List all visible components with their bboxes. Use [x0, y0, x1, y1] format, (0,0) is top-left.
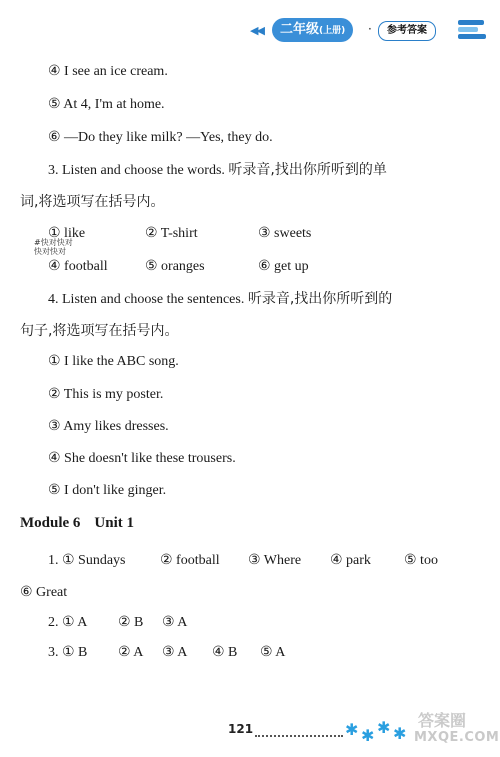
page-header — [250, 18, 490, 48]
q4-chinese-b: 句子,将选项写在括号内。 — [20, 323, 179, 339]
q4-item-5: ⑤ I don't like ginger. — [48, 483, 167, 498]
star-icon: ✱ — [377, 718, 391, 737]
a3-item-4: ④ B — [212, 645, 238, 660]
a1-item-6: ⑥ Great — [20, 585, 68, 600]
q4-item-2: ② This is my poster. — [48, 387, 164, 402]
watermark-line-1: 答案圈 — [418, 711, 467, 730]
books-icon — [458, 18, 488, 44]
q4-instruction — [48, 290, 392, 309]
page-number: 121 — [228, 722, 254, 736]
module-label: Module 6 — [20, 515, 81, 531]
q3-option-4: ④ football — [48, 259, 108, 274]
stamp-line-1: #快对快对 — [34, 238, 73, 247]
a2-item-1: 2. ① A — [48, 615, 88, 630]
a3-item-3: ③ A — [162, 645, 188, 660]
q4-english: 4. Listen and choose the sentences. — [48, 292, 245, 307]
a1-item-4: ④ park — [330, 553, 371, 568]
a3-item-2: ② A — [118, 645, 144, 660]
q3-option-2: ② T-shirt — [145, 226, 198, 241]
a2-item-2: ② B — [118, 615, 144, 630]
grade-label: 二年级 — [280, 22, 320, 37]
q4-item-4: ④ She doesn't like these trousers. — [48, 451, 236, 466]
a3-item-1: 3. ① B — [48, 645, 88, 660]
star-icon: ✱ — [345, 720, 359, 739]
q4-item-1: ① I like the ABC song. — [48, 354, 179, 369]
a3-item-5: ⑤ A — [260, 645, 286, 660]
header-dot: · — [368, 22, 372, 36]
q4-item-3: ③ Amy likes dresses. — [48, 419, 169, 434]
q3-english: 3. Listen and choose the words. — [48, 163, 225, 178]
module-heading — [20, 515, 148, 532]
answer-item-4: ④ I see an ice cream. — [48, 64, 168, 79]
stars-decoration — [345, 712, 415, 745]
unit-label: Unit 1 — [94, 515, 135, 531]
stamp-text — [34, 238, 73, 256]
a1-item-3: ③ Where — [248, 553, 302, 568]
section-badge: 参考答案 — [378, 21, 436, 41]
a1-item-2: ② football — [160, 553, 220, 568]
answer-item-6: ⑥ —Do they like milk? —Yes, they do. — [48, 130, 273, 145]
answer-item-5: ⑤ At 4, I'm at home. — [48, 97, 165, 112]
q3-option-1: ① like — [48, 226, 86, 241]
q3-instruction — [48, 161, 387, 180]
q3-option-6: ⑥ get up — [258, 259, 309, 274]
q3-option-3: ③ sweets — [258, 226, 312, 241]
term-label: (上册) — [319, 26, 346, 36]
a1-item-5: ⑤ too — [404, 553, 438, 568]
dotted-leader — [255, 725, 343, 737]
double-arrow-icon: ◀◀ — [250, 24, 263, 37]
q3-chinese-b: 词,将选项写在括号内。 — [20, 194, 165, 210]
q4-chinese-a: 听录音,找出你所听到的 — [247, 291, 393, 307]
watermark — [412, 706, 500, 750]
q3-option-5: ⑤ oranges — [145, 259, 205, 274]
a1-item-1: 1. ① Sundays — [48, 553, 126, 568]
star-icon: ✱ — [393, 724, 407, 743]
grade-badge — [272, 18, 353, 42]
q3-chinese-a: 听录音,找出你所听到的单 — [228, 162, 387, 178]
stamp-line-2: 快对快对 — [34, 247, 66, 256]
star-icon: ✱ — [361, 726, 375, 745]
a2-item-3: ③ A — [162, 615, 188, 630]
watermark-line-2: MXQE.COM — [414, 730, 500, 745]
